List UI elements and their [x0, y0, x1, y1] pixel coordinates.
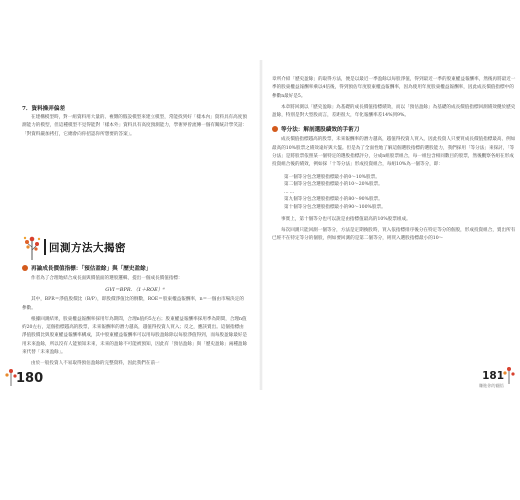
- bullet-dot-icon: [22, 265, 28, 271]
- left-page-body: [22, 100, 248, 139]
- right-page: [262, 0, 520, 500]
- subheading-gvi-label: 再論成長價值指標：「預估盈餘」與「歷史盈餘」: [31, 266, 152, 272]
- paragraph-intro: 作者為了合理地結合成長面與價值面的選股邏輯，提出一個成長價值指標：: [31, 276, 183, 281]
- tree-icon: [22, 233, 42, 261]
- left-page-body-2: [22, 262, 248, 369]
- paragraph-definitions: 其中，BPR＝淨值股價比（B/P），即股價淨值比的倒數，ROE＝股東權益報酬率，n＝一個由市場決定的參數。: [22, 297, 244, 311]
- paragraph-chapter-intro: 本章將回測以「歷史盈餘」為基礎的成長價值指標績效，而以「預估盈餘」為基礎的成長價值指標回測績效優於歷史盈餘，特別是對大型股而言，差距很大，年化報酬率差14%到9%。: [272, 104, 516, 119]
- section-heading: [22, 233, 126, 261]
- paragraph-quantile-method: 成長價值指標越高的股票，未來報酬率的潛力越高，越值得投資人買入，因此投資人只要買成長價值指標最高、例如最高的10%股票之績效遠好與大盤。但是為了全面性地了解這個選股指標的選股能力，我們採用「等分法」來探討，「等分法」是將股票依照某一個特定的選股指標評分，分成n組股票組合，每一組包含相同數目的股票，然後觀察各組在形成投資組合後的績效，例如採「十等分法」形成投資組合，每組10%為一個等分，即：: [272, 137, 516, 168]
- section-bar: [44, 239, 46, 255]
- running-head: 賺進你的翻倍: [478, 383, 504, 388]
- page-number-left: 180: [16, 371, 44, 386]
- paragraph-backtest-procedure: 每次回測只能回測一個等分，方法是定期換股時，買入依指標排序後分在特定等分的個股，形成投資組合，賣出所有已經不在特定等分的個股，例如要回測的是第二個等分，則買入選股指標最小的10～: [272, 227, 516, 242]
- gvi-formula: GVI＝BPR．（1＋ROE）⁶: [105, 287, 165, 294]
- page-number-right: 181: [482, 370, 504, 382]
- paragraph-continue: 由於一般投資人不易取得預估盈餘的完整資料，因此我們在前一: [31, 361, 160, 367]
- paragraph-backtest: 根據回測結果，股東權益報酬率採用年為期間，合理n值約5左右；股東權益報酬率採用季為期間，合理n值約20左右，這個指標越高的股票，未來報酬率的潛力越高，越值得投資人買入；反之，應該賣出。這個指標由淨值股價比與股東權益報酬率構成，其中股東權益報酬率可以用每股盈餘除以每股淨值得到，而每股盈餘最好是用未來盈餘，所以沒有人能預知未來，未來的盈餘不可能被預知，因此有「預估盈餘」與「歷史盈餘」兩種盈餘來代替「未來盈餘」。: [22, 316, 248, 356]
- plant-decoration-icon: [502, 366, 516, 384]
- heading-data-manipulation-bias: 7．資料操弄偏差: [22, 106, 66, 112]
- list-item: 第十個等分包含選股指標最小的90～100%股票。: [284, 205, 386, 211]
- paragraph-historical-earnings: 章所介紹「歷史盈餘」的取得方法，便是以最近一季盈餘以每股淨值，得到最近一季的股東權益報酬率，然後再將最近一季的股東權益報酬率乘以4倍後，得到預估年度股東權益報酬率，因為使用年度股東權益報酬率，因此成長價值指標中的參數n最好是5。: [272, 77, 516, 99]
- list-item: 第二個等分包含選股指標最小的10～20%股票。: [284, 182, 383, 188]
- list-item: 第一個等分包含選股指標最小的0～10%股票。: [284, 174, 380, 180]
- section-title: 回測方法大揭密: [49, 241, 126, 254]
- subheading-quantile-label: 等分法：解剖選股績效的手術刀: [281, 127, 360, 134]
- paragraph-top-decile: 事實上，第十個等分也可以說是由指標值最高的10%股票組成。: [281, 216, 411, 222]
- paragraph-data-bias: 在建構模型時，對一組資料用大量的、複雜的假設模型來建立模型，常能找到好「樣本內」資料具有高度預測能力的模型，但這種模型不見得能對「樣本外」資料具有高度預測能力，學術界曾流傳一個有關統計學笑話：「對資料嚴加拷打，它總會向你招認你所想要的答案」。: [22, 115, 248, 137]
- subheading-quantile: [272, 125, 516, 133]
- subheading-gvi: [22, 264, 248, 272]
- bullet-dot-icon: [272, 126, 278, 132]
- list-item: ……: [284, 189, 296, 195]
- right-page-body: [272, 76, 516, 244]
- quantile-groups-list: [284, 174, 516, 212]
- list-item: 第九個等分包含選股指標最小的80～90%股票。: [284, 197, 383, 203]
